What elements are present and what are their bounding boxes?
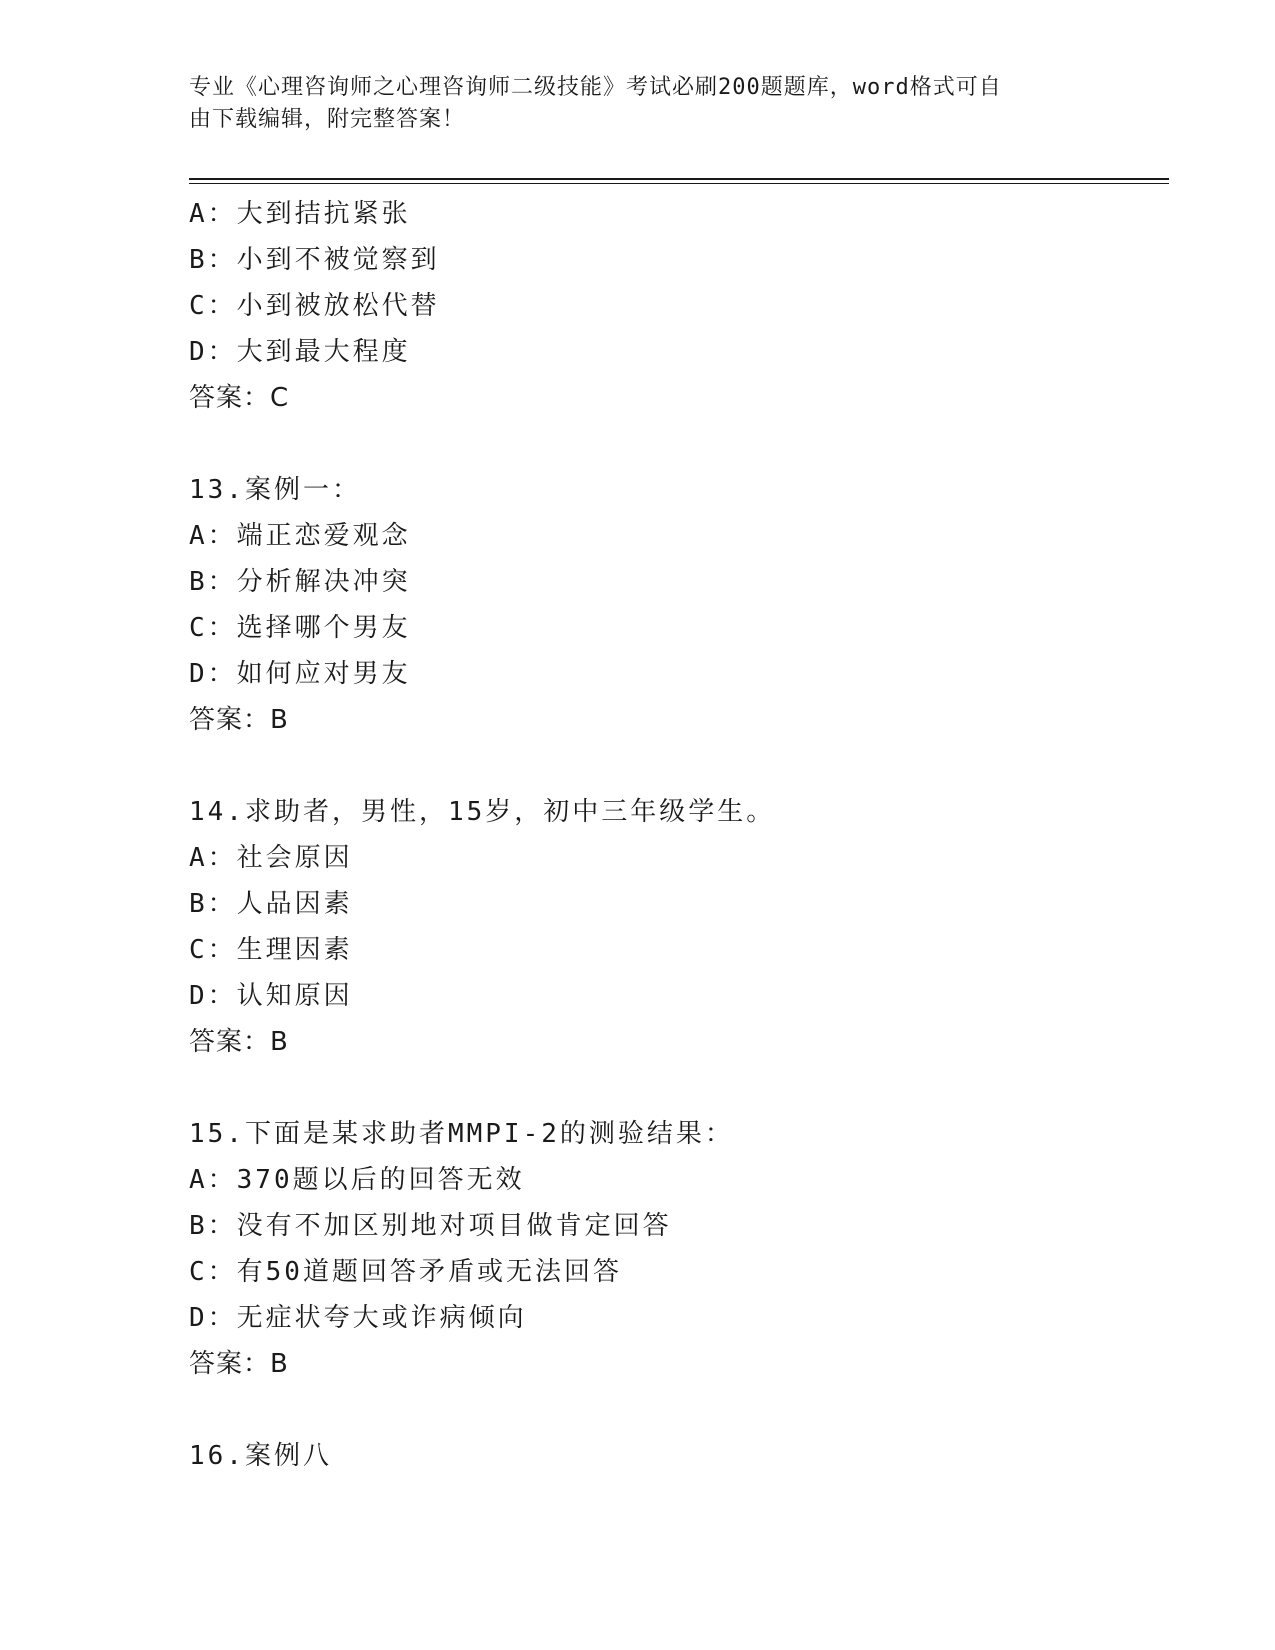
option-a: A：社会原因 <box>189 843 353 873</box>
header-line-2: 由下载编辑，附完整答案！ <box>189 107 466 132</box>
header-divider-thick <box>189 178 1169 180</box>
option-c: C：选择哪个男友 <box>189 613 411 643</box>
option-a: A：端正恋爱观念 <box>189 521 411 551</box>
question-block <box>189 1111 1169 1387</box>
question-block <box>189 467 1169 743</box>
question-title: 14.求助者，男性，15岁，初中三年级学生。 <box>189 797 776 827</box>
option-d: D：无症状夸大或诈病倾向 <box>189 1303 527 1333</box>
block-spacer <box>189 743 1169 789</box>
option-c: C：生理因素 <box>189 935 353 965</box>
option-d: D：如何应对男友 <box>189 659 411 689</box>
answer-line: 答案：B <box>189 1027 289 1057</box>
option-c: C：小到被放松代替 <box>189 291 440 321</box>
block-spacer <box>189 421 1169 467</box>
option-a: A：370题以后的回答无效 <box>189 1165 525 1195</box>
answer-line: 答案：B <box>189 1349 289 1379</box>
option-b: B：人品因素 <box>189 889 353 919</box>
option-b: B：分析解决冲突 <box>189 567 411 597</box>
question-title: 13.案例一： <box>189 475 361 505</box>
question-title: 16.案例八 <box>189 1441 332 1471</box>
block-spacer <box>189 1065 1169 1111</box>
answer-line: 答案：C <box>189 383 290 413</box>
block-spacer <box>189 1387 1169 1433</box>
document-header <box>189 72 1069 136</box>
option-d: D：大到最大程度 <box>189 337 411 367</box>
option-b: B：小到不被觉察到 <box>189 245 440 275</box>
option-d: D：认知原因 <box>189 981 353 1011</box>
header-line-1: 专业《心理咨询师之心理咨询师二级技能》考试必刷200题题库，word格式可自 <box>189 75 1002 100</box>
header-divider-thin <box>189 183 1169 184</box>
question-block <box>189 789 1169 1065</box>
option-b: B：没有不加区别地对项目做肯定回答 <box>189 1211 672 1241</box>
question-list <box>189 191 1169 1479</box>
answer-line: 答案：B <box>189 705 289 735</box>
question-title: 15.下面是某求助者MMPI-2的测验结果： <box>189 1119 734 1149</box>
question-block <box>189 191 1169 421</box>
option-a: A：大到拮抗紧张 <box>189 199 411 229</box>
question-block <box>189 1433 1169 1479</box>
option-c: C：有50道题回答矛盾或无法回答 <box>189 1257 622 1287</box>
